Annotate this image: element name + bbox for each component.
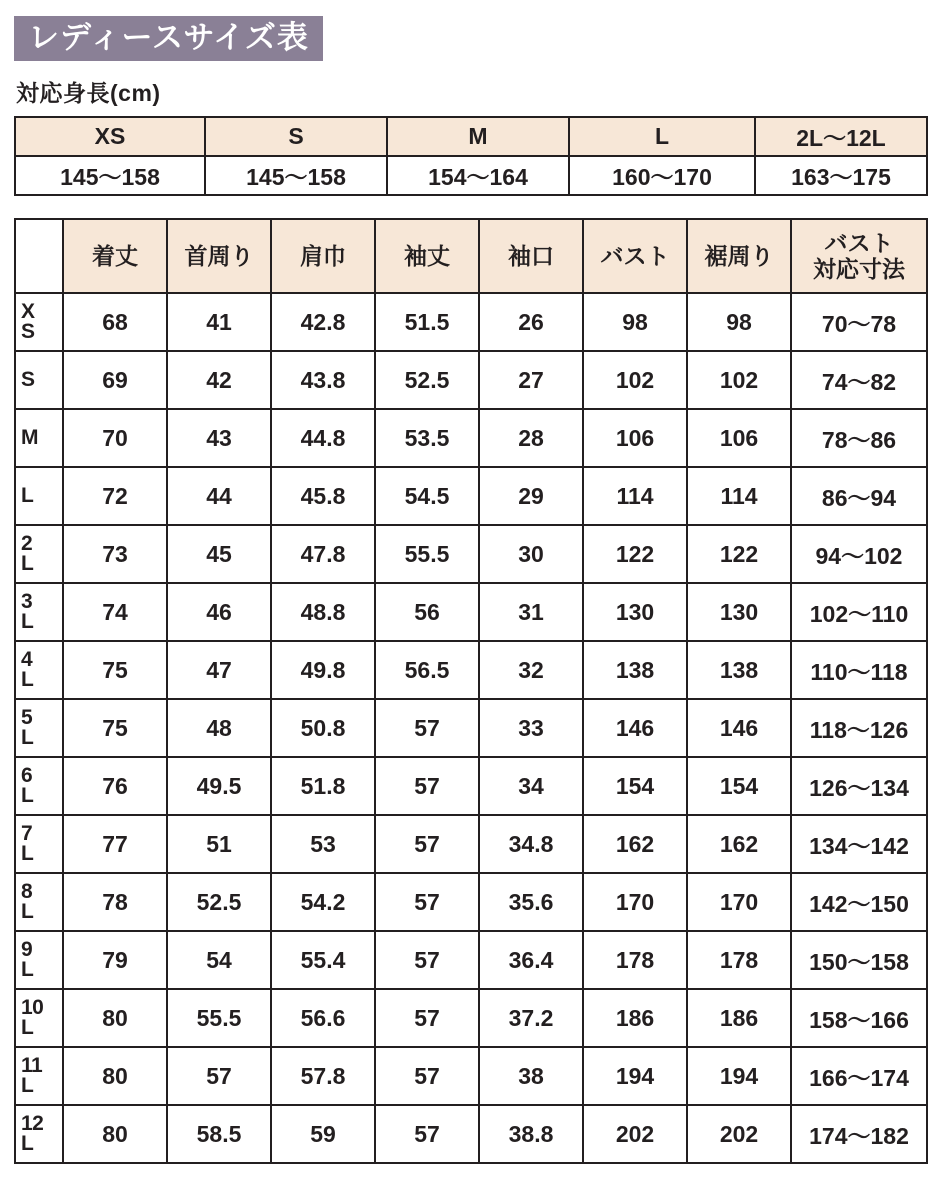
row-size-line2: L (21, 1074, 34, 1097)
row-header-size (15, 815, 63, 873)
row-size-line1: 7 (21, 822, 33, 846)
cell-susomawari: 122 (687, 525, 791, 583)
cell-kitake: 78 (63, 873, 167, 931)
cell-susomawari: 186 (687, 989, 791, 1047)
cell-susomawari: 154 (687, 757, 791, 815)
cell-bust: 186 (583, 989, 687, 1047)
row-size-label (21, 824, 62, 864)
cell-sodetake: 57 (375, 1105, 479, 1163)
row-size-label (21, 592, 62, 632)
table-row (15, 293, 927, 351)
height-value-cell: 145〜158 (205, 156, 387, 195)
cell-susomawari: 98 (687, 293, 791, 351)
row-size-label (21, 1056, 62, 1096)
row-size-line2: S (21, 320, 35, 343)
cell-kitake: 75 (63, 699, 167, 757)
row-size-line2: L (21, 552, 34, 575)
cell-sodetake: 56 (375, 583, 479, 641)
cell-sodetake: 53.5 (375, 409, 479, 467)
row-header-size (15, 351, 63, 409)
cell-kitake: 68 (63, 293, 167, 351)
cell-sodeguchi: 36.4 (479, 931, 583, 989)
cell-bust-taio-sunpo: 70〜78 (791, 293, 927, 351)
cell-kubimawari: 58.5 (167, 1105, 271, 1163)
row-size-line2: L (21, 610, 34, 633)
column-header-line1: 袖丈 (404, 242, 450, 269)
cell-bust: 122 (583, 525, 687, 583)
height-value-cell: 160〜170 (569, 156, 755, 195)
height-size-cell: XS (15, 117, 205, 156)
cell-bust-taio-sunpo: 174〜182 (791, 1105, 927, 1163)
row-header-size (15, 583, 63, 641)
height-value-cell: 163〜175 (755, 156, 927, 195)
cell-kitake: 76 (63, 757, 167, 815)
table-row (15, 757, 927, 815)
column-header-line1: 袖口 (508, 242, 554, 269)
cell-susomawari: 202 (687, 1105, 791, 1163)
cell-bust: 178 (583, 931, 687, 989)
cell-sodeguchi: 38 (479, 1047, 583, 1105)
cell-kubimawari: 48 (167, 699, 271, 757)
cell-kitake: 72 (63, 467, 167, 525)
column-header-line1: 肩巾 (300, 242, 346, 269)
column-header-line1: 着丈 (92, 242, 138, 269)
cell-katahaba: 55.4 (271, 931, 375, 989)
cell-bust-taio-sunpo: 142〜150 (791, 873, 927, 931)
row-size-line1: 10 (21, 996, 44, 1020)
cell-sodetake: 54.5 (375, 467, 479, 525)
cell-sodeguchi: 35.6 (479, 873, 583, 931)
row-size-line1: 2 (21, 532, 33, 556)
cell-sodetake: 57 (375, 757, 479, 815)
row-header-size (15, 873, 63, 931)
column-header-line1: バスト (824, 229, 894, 256)
cell-katahaba: 57.8 (271, 1047, 375, 1105)
table-row (15, 815, 927, 873)
cell-kubimawari: 45 (167, 525, 271, 583)
cell-bust: 106 (583, 409, 687, 467)
cell-katahaba: 53 (271, 815, 375, 873)
row-size-label (21, 766, 62, 806)
cell-sodetake: 57 (375, 989, 479, 1047)
cell-kubimawari: 46 (167, 583, 271, 641)
cell-susomawari: 146 (687, 699, 791, 757)
row-size-line2: L (21, 1016, 34, 1039)
row-size-label (21, 428, 62, 448)
cell-bust-taio-sunpo: 166〜174 (791, 1047, 927, 1105)
cell-katahaba: 59 (271, 1105, 375, 1163)
column-header-line1: 首周り (184, 242, 254, 269)
cell-bust-taio-sunpo: 102〜110 (791, 583, 927, 641)
cell-bust: 146 (583, 699, 687, 757)
row-size-label (21, 882, 62, 922)
cell-susomawari: 178 (687, 931, 791, 989)
cell-kitake: 80 (63, 1105, 167, 1163)
height-section-label: 対応身長(cm) (16, 80, 161, 106)
cell-kitake: 80 (63, 989, 167, 1047)
row-size-line1: 8 (21, 880, 33, 904)
cell-susomawari: 102 (687, 351, 791, 409)
row-size-label (21, 650, 62, 690)
table-row (15, 583, 927, 641)
cell-bust: 194 (583, 1047, 687, 1105)
row-size-label (21, 940, 62, 980)
row-size-line2: L (21, 668, 34, 691)
table-corner-cell (15, 219, 63, 293)
cell-bust: 138 (583, 641, 687, 699)
cell-kubimawari: 42 (167, 351, 271, 409)
cell-kitake: 79 (63, 931, 167, 989)
cell-sodeguchi: 33 (479, 699, 583, 757)
row-size-line1: S (21, 368, 35, 392)
column-header-line1: バスト (600, 242, 670, 269)
row-size-line2: L (21, 842, 34, 865)
row-header-size (15, 525, 63, 583)
cell-susomawari: 170 (687, 873, 791, 931)
cell-sodetake: 51.5 (375, 293, 479, 351)
row-size-line1: 5 (21, 706, 33, 730)
cell-bust: 102 (583, 351, 687, 409)
row-size-line2: L (21, 784, 34, 807)
cell-susomawari: 106 (687, 409, 791, 467)
row-size-line1: 3 (21, 590, 33, 614)
row-size-label (21, 486, 62, 506)
cell-susomawari: 130 (687, 583, 791, 641)
height-size-cell: 2L〜12L (755, 117, 927, 156)
row-size-line2: L (21, 958, 34, 981)
row-header-size (15, 699, 63, 757)
cell-katahaba: 43.8 (271, 351, 375, 409)
row-size-label (21, 370, 62, 390)
cell-sodetake: 52.5 (375, 351, 479, 409)
cell-bust: 114 (583, 467, 687, 525)
cell-sodetake: 57 (375, 1047, 479, 1105)
cell-susomawari: 114 (687, 467, 791, 525)
cell-kitake: 73 (63, 525, 167, 583)
cell-bust-taio-sunpo: 74〜82 (791, 351, 927, 409)
cell-bust-taio-sunpo: 86〜94 (791, 467, 927, 525)
table-row (15, 641, 927, 699)
table-row (15, 989, 927, 1047)
row-size-line2: L (21, 726, 34, 749)
cell-susomawari: 162 (687, 815, 791, 873)
cell-bust-taio-sunpo: 158〜166 (791, 989, 927, 1047)
table-row (15, 873, 927, 931)
cell-bust: 98 (583, 293, 687, 351)
cell-bust: 202 (583, 1105, 687, 1163)
cell-sodetake: 57 (375, 873, 479, 931)
row-header-size (15, 1105, 63, 1163)
cell-sodetake: 57 (375, 931, 479, 989)
cell-bust: 162 (583, 815, 687, 873)
row-size-line1: X (21, 300, 35, 324)
cell-sodetake: 57 (375, 815, 479, 873)
row-size-line2: L (21, 900, 34, 923)
column-header-line1: 裾周り (704, 242, 774, 269)
cell-kubimawari: 52.5 (167, 873, 271, 931)
row-header-size (15, 1047, 63, 1105)
cell-sodeguchi: 29 (479, 467, 583, 525)
cell-bust-taio-sunpo: 118〜126 (791, 699, 927, 757)
row-size-line1: 9 (21, 938, 33, 962)
row-header-size (15, 293, 63, 351)
cell-bust: 170 (583, 873, 687, 931)
cell-susomawari: 194 (687, 1047, 791, 1105)
height-value-cell: 154〜164 (387, 156, 569, 195)
cell-sodeguchi: 28 (479, 409, 583, 467)
row-size-line1: L (21, 484, 34, 508)
cell-kitake: 80 (63, 1047, 167, 1105)
table-row (15, 467, 927, 525)
cell-sodeguchi: 37.2 (479, 989, 583, 1047)
cell-kubimawari: 44 (167, 467, 271, 525)
row-size-line2: L (21, 1132, 34, 1155)
cell-bust-taio-sunpo: 94〜102 (791, 525, 927, 583)
cell-katahaba: 54.2 (271, 873, 375, 931)
cell-sodeguchi: 38.8 (479, 1105, 583, 1163)
cell-katahaba: 45.8 (271, 467, 375, 525)
row-size-label (21, 998, 62, 1038)
cell-kubimawari: 43 (167, 409, 271, 467)
cell-katahaba: 50.8 (271, 699, 375, 757)
cell-kubimawari: 49.5 (167, 757, 271, 815)
row-header-size (15, 641, 63, 699)
cell-katahaba: 51.8 (271, 757, 375, 815)
cell-katahaba: 56.6 (271, 989, 375, 1047)
cell-bust-taio-sunpo: 126〜134 (791, 757, 927, 815)
cell-susomawari: 138 (687, 641, 791, 699)
cell-bust: 130 (583, 583, 687, 641)
cell-sodetake: 57 (375, 699, 479, 757)
cell-katahaba: 48.8 (271, 583, 375, 641)
column-header-katahaba (271, 219, 375, 293)
cell-kubimawari: 41 (167, 293, 271, 351)
cell-kitake: 75 (63, 641, 167, 699)
cell-katahaba: 49.8 (271, 641, 375, 699)
cell-sodeguchi: 34.8 (479, 815, 583, 873)
column-header-sodeguchi (479, 219, 583, 293)
row-size-line1: 11 (21, 1054, 43, 1078)
table-row (15, 409, 927, 467)
height-table (14, 116, 928, 196)
column-header-sodetake (375, 219, 479, 293)
cell-kubimawari: 55.5 (167, 989, 271, 1047)
row-size-label (21, 302, 62, 342)
cell-bust: 154 (583, 757, 687, 815)
height-size-cell: S (205, 117, 387, 156)
cell-kitake: 69 (63, 351, 167, 409)
height-table-size-row (15, 117, 927, 156)
cell-kitake: 70 (63, 409, 167, 467)
cell-sodeguchi: 34 (479, 757, 583, 815)
page-title: レディースサイズ表 (14, 16, 323, 61)
cell-katahaba: 44.8 (271, 409, 375, 467)
height-size-cell: L (569, 117, 755, 156)
cell-kitake: 77 (63, 815, 167, 873)
row-header-size (15, 989, 63, 1047)
table-row (15, 931, 927, 989)
table-row (15, 1047, 927, 1105)
column-header-kitake (63, 219, 167, 293)
row-header-size (15, 931, 63, 989)
column-header-bust (583, 219, 687, 293)
row-size-label (21, 1114, 62, 1154)
table-row (15, 351, 927, 409)
cell-katahaba: 42.8 (271, 293, 375, 351)
cell-sodeguchi: 32 (479, 641, 583, 699)
cell-kubimawari: 47 (167, 641, 271, 699)
row-size-line1: M (21, 426, 38, 450)
cell-kubimawari: 57 (167, 1047, 271, 1105)
cell-bust-taio-sunpo: 150〜158 (791, 931, 927, 989)
measurement-table-body (15, 293, 927, 1163)
row-header-size (15, 409, 63, 467)
height-value-cell: 145〜158 (15, 156, 205, 195)
cell-bust-taio-sunpo: 134〜142 (791, 815, 927, 873)
height-size-cell: M (387, 117, 569, 156)
row-size-label (21, 534, 62, 574)
cell-sodetake: 56.5 (375, 641, 479, 699)
row-size-line1: 4 (21, 648, 33, 672)
column-header-kubimawari (167, 219, 271, 293)
cell-sodetake: 55.5 (375, 525, 479, 583)
measurement-table (14, 218, 928, 1164)
table-row (15, 525, 927, 583)
cell-sodeguchi: 30 (479, 525, 583, 583)
cell-sodeguchi: 31 (479, 583, 583, 641)
cell-bust-taio-sunpo: 78〜86 (791, 409, 927, 467)
table-row (15, 1105, 927, 1163)
cell-sodeguchi: 27 (479, 351, 583, 409)
table-row (15, 699, 927, 757)
row-header-size (15, 757, 63, 815)
column-header-susomawari (687, 219, 791, 293)
column-header-line2: 対応寸法 (813, 256, 905, 282)
cell-bust-taio-sunpo: 110〜118 (791, 641, 927, 699)
measurement-header-row (15, 219, 927, 293)
height-table-value-row (15, 156, 927, 195)
cell-kubimawari: 51 (167, 815, 271, 873)
row-size-line1: 6 (21, 764, 33, 788)
cell-katahaba: 47.8 (271, 525, 375, 583)
row-size-line1: 12 (21, 1112, 44, 1136)
row-header-size (15, 467, 63, 525)
cell-kubimawari: 54 (167, 931, 271, 989)
cell-kitake: 74 (63, 583, 167, 641)
cell-sodeguchi: 26 (479, 293, 583, 351)
column-header-bust-taio-sunpo (791, 219, 927, 293)
row-size-label (21, 708, 62, 748)
